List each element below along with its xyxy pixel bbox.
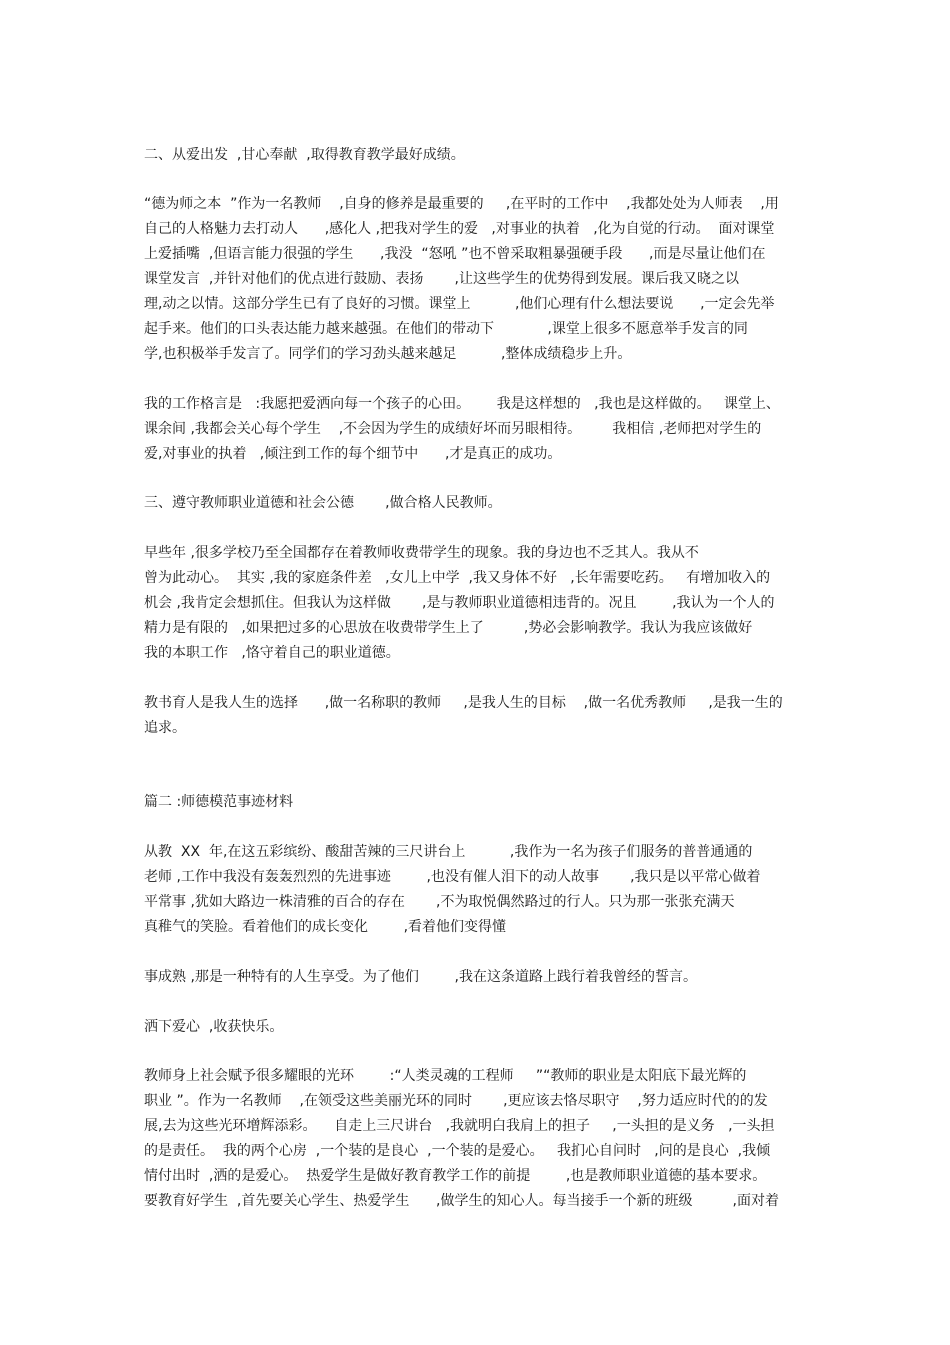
- text-line: 追求。: [144, 720, 186, 736]
- section-heading: 二、从爱出发 ,甘心奉献 ,取得教育教学最好成绩。: [144, 147, 465, 163]
- text-line: 教师身上社会赋予很多耀眼的光环 :“人类灵魂的工程师 ”“教师的职业是太阳底下最光辉的: [144, 1068, 747, 1084]
- text-line: 展,去为这些光环增辉添彩。 自走上三尺讲台 ,我就明白我肩上的担子 ,一头担的是义务 ,一头担: [144, 1118, 775, 1134]
- text-line: 课余间 ,我都会关心每个学生 ,不会因为学生的成绩好坏而另眼相待。 我相信 ,老师把对学生的: [144, 421, 762, 437]
- text-line: 课堂发言 ,并针对他们的优点进行鼓励、表扬 ,让这些学生的优势得到发展。课后我又晓之以: [144, 271, 739, 287]
- text-line: 机会 ,我肯定会想抓住。但我认为这样做 ,是与教师职业道德相违背的。况且 ,我认为一个人的: [144, 595, 775, 611]
- text-line: 真稚气的笑脸。看着他们的成长变化 ,看着他们变得懂: [144, 919, 507, 935]
- text-line: 学,也积极举手发言了。同学们的学习劲头越来越足 ,整体成绩稳步上升。: [144, 346, 632, 362]
- text-line: 事成熟 ,那是一种特有的人生享受。为了他们 ,我在这条道路上践行着我曾经的誓言。: [144, 969, 697, 985]
- text-line: 的是责任。 我的两个心房 ,一个装的是良心 ,一个装的是爱心。 我扪心自问时 ,问的是良心 ,我倾: [144, 1143, 771, 1159]
- text-line: 起手来。他们的口头表达能力越来越强。在他们的带动下 ,课堂上很多不愿意举手发言的同: [144, 321, 748, 337]
- article-title: 篇二 :师德模范事迹材料: [144, 794, 294, 810]
- text-line: 情付出时 ,洒的是爱心。 热爱学生是做好教育教学工作的前提 ,也是教师职业道德的基本要求。: [144, 1168, 767, 1184]
- text-line: 上爱插嘴 ,但语言能力很强的学生 ,我没 “怒吼 ”也不曾采取粗暴强硬手段 ,而是尽量让他们在: [144, 246, 766, 262]
- text-line: 理,动之以情。这部分学生已有了良好的习惯。课堂上 ,他们心理有什么想法要说 ,一定会先举: [144, 296, 775, 312]
- text-line: 职业 ”。作为一名教师 ,在领受这些美丽光环的同时 ,更应该去恪尽职守 ,努力适应时代的的发: [144, 1093, 768, 1109]
- text-line: 平常事 ,犹如大路边一株清雅的百合的存在 ,不为取悦偶然路过的行人。只为那一张张充满天: [144, 894, 735, 910]
- text-line: 早些年 ,很多学校乃至全国都存在着教师收费带学生的现象。我的身边也不乏其人。我从不: [144, 545, 699, 561]
- text-line: 曾为此动心。 其实 ,我的家庭条件差 ,女儿上中学 ,我又身体不好 ,长年需要吃药。 有增加收入的: [144, 570, 771, 586]
- text-line: 自己的人格魅力去打动人 ,感化人 ,把我对学生的爱 ,对事业的执着 ,化为自觉的行动。 面对课堂: [144, 221, 775, 237]
- text-line: “德为师之本 ”作为一名教师 ,自身的修养是最重要的 ,在平时的工作中 ,我都处处为人师表 ,用: [144, 196, 779, 212]
- text-line: 要教育好学生 ,首先要关心学生、热爱学生 ,做学生的知心人。每当接手一个新的班级 ,面对着: [144, 1193, 780, 1209]
- text-line: 教书育人是我人生的选择 ,做一名称职的教师 ,是我人生的目标 ,做一名优秀教师 ,是我一生的: [144, 695, 783, 711]
- section-heading: 三、遵守教师职业道德和社会公德 ,做合格人民教师。: [144, 495, 502, 511]
- text-line: 老师 ,工作中我没有轰轰烈烈的先进事迹 ,也没有催人泪下的动人故事 ,我只是以平常心做着: [144, 869, 761, 885]
- text-line: 爱,对事业的执着 ,倾注到工作的每个细节中 ,才是真正的成功。: [144, 446, 562, 462]
- text-line: 从教 XX 年,在这五彩缤纷、酸甜苦辣的三尺讲台上 ,我作为一名为孩子们服务的普普通通的: [144, 844, 753, 860]
- text-line: 我的本职工作 ,恪守着自己的职业道德。: [144, 645, 400, 661]
- text-line: 我的工作格言是 :我愿把爱洒向每一个孩子的心田。 我是这样想的 ,我也是这样做的。 课堂上、: [144, 396, 780, 412]
- text-line: 洒下爱心 ,收获快乐。: [144, 1019, 284, 1035]
- text-line: 精力是有限的 ,如果把过多的心思放在收费带学生上了 ,势必会影响教学。我认为我应该做好: [144, 620, 753, 636]
